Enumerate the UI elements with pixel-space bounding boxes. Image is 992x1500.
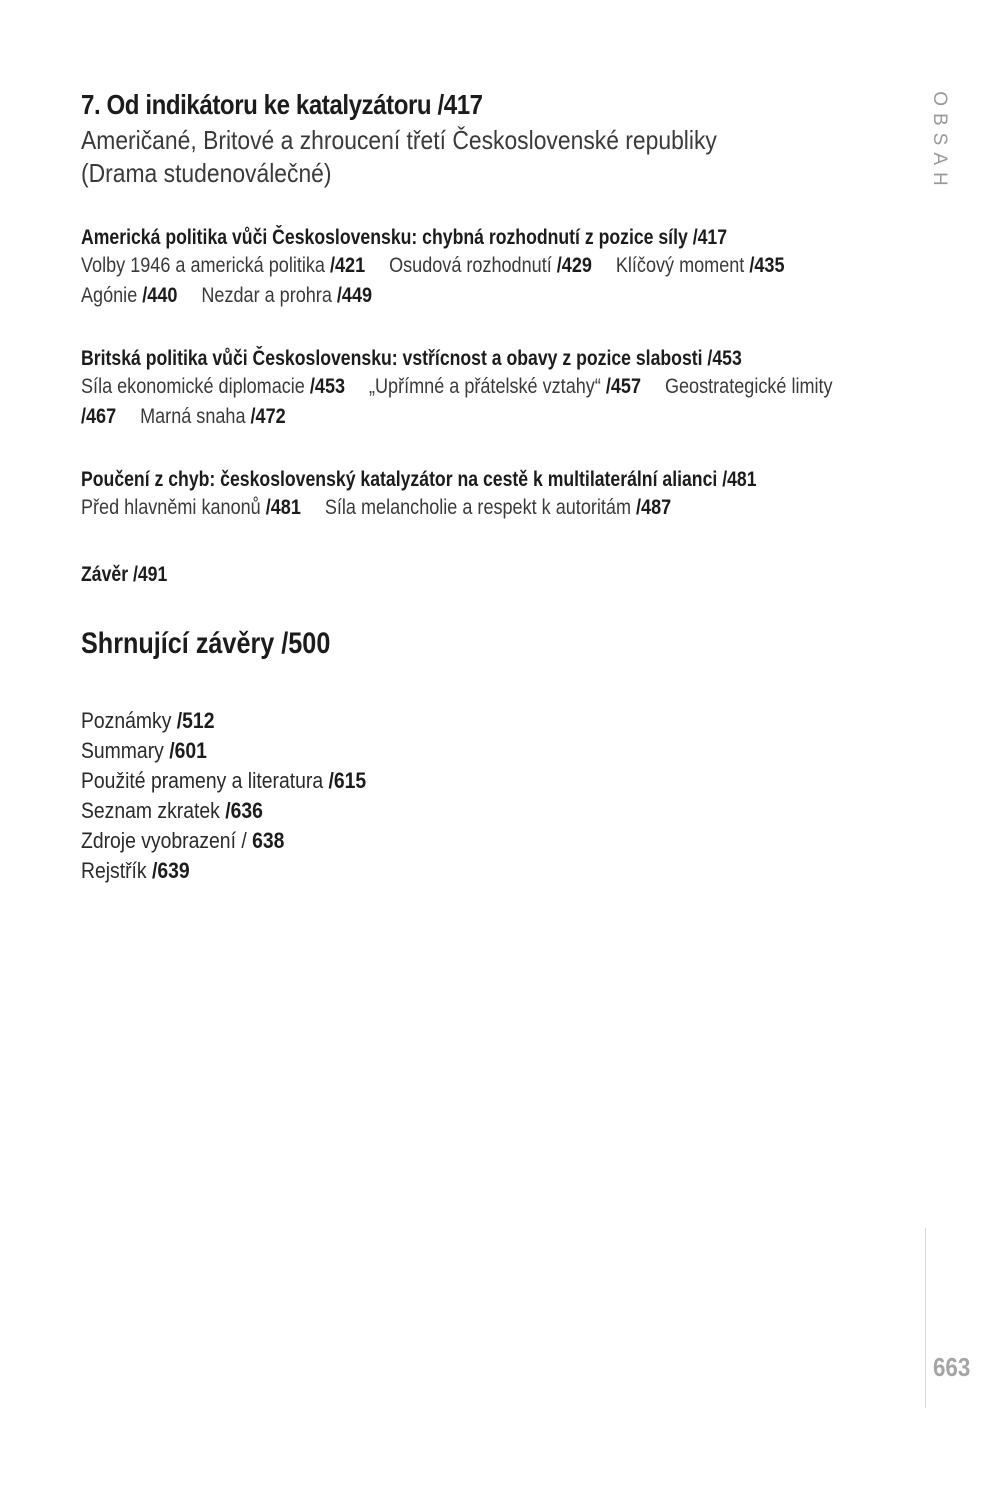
appendix-label: Zdroje vyobrazení /: [81, 828, 247, 853]
appendix-page: /512: [176, 708, 215, 733]
appendix-page: /615: [328, 768, 367, 793]
subsection-entry: [81, 284, 177, 307]
subsection-label: Volby 1946 a americká politika: [81, 254, 325, 277]
toc-section-lessons: [81, 466, 901, 523]
subsection-list: [81, 493, 838, 523]
subsection-label: „Upřímné a přátelské vztahy“: [368, 375, 601, 398]
side-section-label: [924, 92, 954, 192]
appendix-item-image-sources: [81, 826, 803, 856]
appendix-page: /601: [169, 738, 207, 763]
subsection-label: Marná snaha: [140, 405, 246, 428]
appendix-item-index: [81, 856, 803, 886]
page-number: 663: [933, 1352, 971, 1382]
appendix-label: Rejstřík: [81, 858, 147, 883]
subsection-entry: [81, 375, 345, 398]
appendix-item-sources: [81, 766, 803, 796]
appendix-label: Poznámky: [81, 708, 172, 733]
appendix-item-summary: [81, 736, 803, 766]
subsection-label: Klíčový moment: [615, 254, 745, 277]
subsection-page: /449: [336, 284, 373, 307]
appendix-item-abbreviations: [81, 796, 803, 826]
section-heading: Poučení z chyb: československý katalyzátor na cestě k multilaterální alianci /481: [81, 468, 757, 491]
appendix-item-notes: [81, 706, 803, 736]
appendix-page: /636: [225, 798, 263, 823]
margin-divider: [925, 1228, 926, 1408]
appendix-list: [81, 706, 803, 886]
subsection-entry: [325, 496, 671, 519]
appendix-label: Summary: [81, 738, 164, 763]
appendix-page: 638: [252, 828, 285, 853]
subsection-label: Síla ekonomické diplomacie: [81, 375, 305, 398]
side-section-text: OBSAH: [929, 91, 950, 193]
section-heading: Britská politika vůči Československu: vstřícnost a obavy z pozice slabosti /453: [81, 347, 742, 370]
chapter-subtitle: Američané, Britové a zhroucení třetí Československé republiky (Drama studenoválečné): [81, 125, 717, 188]
toc-section-british-policy: [81, 345, 901, 432]
appendix-label: Seznam zkratek: [81, 798, 220, 823]
subsection-entry: [81, 496, 301, 519]
subsection-entry: [389, 254, 592, 277]
subsection-page: /453: [309, 375, 346, 398]
subsection-list: [81, 372, 838, 432]
subsection-label: Síla melancholie a respekt k autoritám: [324, 496, 632, 519]
subsection-page: /429: [556, 254, 592, 277]
subsection-entry: [140, 405, 286, 428]
subsection-entry: [616, 254, 785, 277]
subsection-page: /481: [265, 496, 301, 519]
appendix-label: Použité prameny a literatura: [81, 768, 324, 793]
subsection-label: Osudová rozhodnutí: [389, 254, 552, 277]
conclusion-entry: Závěr /491: [81, 563, 168, 586]
subsection-page: /421: [329, 254, 366, 277]
chapter-title: 7. Od indikátoru ke katalyzátoru /417: [81, 89, 483, 120]
subsection-page: /467: [81, 405, 117, 428]
subsection-page: /472: [250, 405, 286, 428]
subsection-page: /435: [749, 254, 785, 277]
subsection-page: /487: [636, 496, 672, 519]
table-of-contents: [81, 88, 901, 886]
subsection-list: [81, 251, 838, 311]
section-heading: Americká politika vůči Československu: chybná rozhodnutí z pozice síly /417: [81, 226, 728, 249]
subsection-label: Před hlavněmi kanonů: [81, 496, 261, 519]
subsection-label: Nezdar a prohra: [201, 284, 332, 307]
subsection-label: Agónie: [81, 284, 138, 307]
subsection-page: /440: [142, 284, 178, 307]
subsection-entry: [81, 254, 365, 277]
subsection-entry: [201, 284, 372, 307]
appendix-page: /639: [152, 858, 190, 883]
summary-heading: Shrnující závěry /500: [81, 627, 331, 660]
subsection-entry: [369, 375, 641, 398]
toc-section-american-policy: [81, 224, 901, 311]
subsection-page: /457: [605, 375, 642, 398]
subsection-label: Geostrategické limity: [664, 375, 833, 398]
